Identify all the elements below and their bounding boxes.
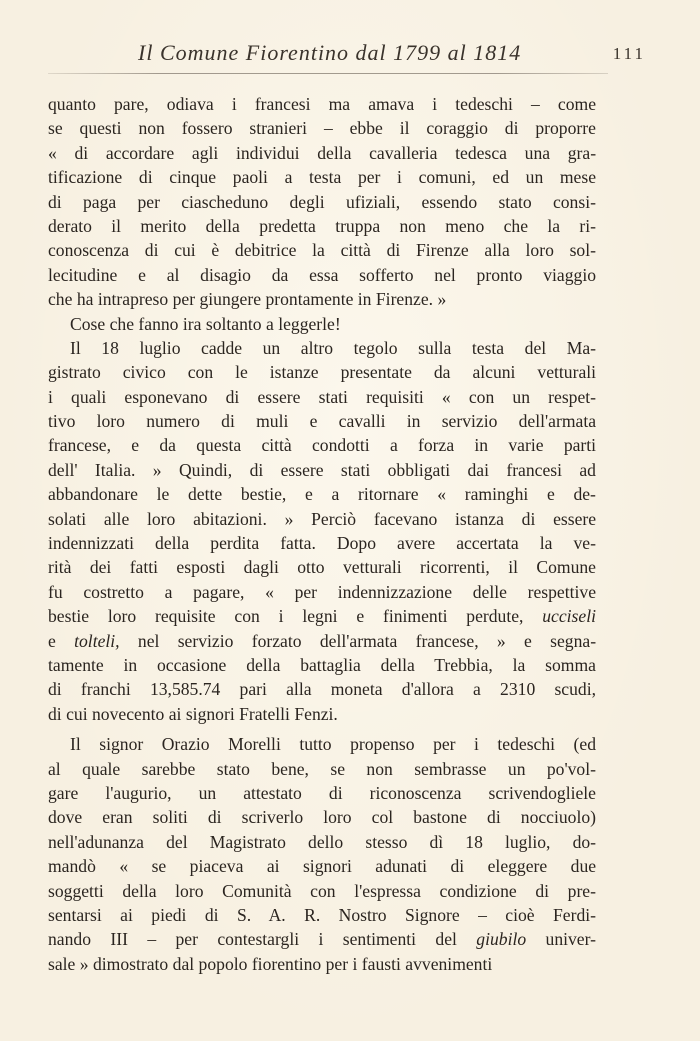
text-line: solati alle loro abitazioni. » Perciò facevano istanza di essere [48, 508, 597, 529]
text-line: indennizzati della perdita fatta. Dopo avere accertata la ve- [48, 533, 596, 554]
text-line: Cose che fanno ira soltanto a leggerle! [70, 313, 341, 334]
text-line: Il 18 luglio cadde un altro tegolo sulla testa del Ma- [70, 337, 597, 358]
text-line: di paga per ciascheduno degli ufiziali, essendo stato consi- [48, 191, 596, 212]
text-line: gare l'augurio, un attestato di riconoscenza scrivendogliele [48, 782, 596, 803]
text-line: dove eran soliti di scriverlo loro col bastone di nocciuolo) [48, 807, 597, 828]
text-line: « di accordare agli individui della cavalleria tedesca una gra- [48, 142, 597, 163]
text-line: di franchi 13,585.74 pari alla moneta d'allora a 2310 scudi, [48, 679, 596, 700]
paragraph [48, 312, 596, 336]
text-line: di cui novecento ai signori Fratelli Fenzi. [48, 703, 338, 724]
paragraph [48, 92, 596, 312]
paragraph [48, 732, 596, 976]
text-line: Il signor Orazio Morelli tutto propenso per i tedeschi (ed [70, 734, 596, 755]
text-line: tamente in occasione della battaglia della Trebbia, la somma [48, 654, 596, 675]
text-line: fu costretto a pagare, « per indennizzazione delle respettive [48, 581, 597, 602]
text-line: nell'adunanza del Magistrato dello stesso dì 18 luglio, do- [48, 831, 597, 852]
text-line: derato il merito della predetta truppa non meno che la ri- [48, 215, 596, 236]
text-line: francese, e da questa città condotti a forza in varie parti [48, 435, 597, 456]
text-line: abbandonare le dette bestie, e a ritornare « raminghi e de- [48, 484, 596, 505]
text-line: rità dei fatti esposti dagli otto vetturali ricorrenti, il Comune [48, 557, 596, 578]
running-title: Il Comune Fiorentino dal 1799 al 1814 [138, 40, 522, 65]
text-line: se questi non fossero stranieri – ebbe il coraggio di proporre [48, 118, 596, 139]
paragraph [48, 336, 596, 726]
text-line: mandò « se piaceva ai signori adunati di eleggere due [48, 856, 597, 877]
text-line: tificazione di cinque paoli a testa per i comuni, ed un mese [48, 167, 597, 188]
text-line: lecitudine e al disagio da essa sofferto nel pronto viaggio [48, 264, 597, 285]
page-header [48, 40, 652, 80]
text-line: che ha intrapreso per giungere prontamente in Firenze. » [48, 289, 447, 310]
header-rule [48, 73, 608, 74]
text-line: sentarsi ai piedi di S. A. R. Nostro Signore – cioè Ferdi- [48, 904, 597, 925]
text-line: al quale sarebbe stato bene, se non sembrasse un po'vol- [48, 758, 596, 779]
text-line: nando III – per contestargli i sentimenti del giubilo univer- [48, 929, 596, 950]
text-line: soggetti della loro Comunità con l'espressa condizione di pre- [48, 880, 596, 901]
text-line: bestie loro requisite con i legni e finimenti perdute, ucciseli [48, 606, 596, 627]
text-line: sale » dimostrato dal popolo fiorentino per i fausti avvenimenti [48, 953, 493, 974]
text-line: quanto pare, odiava i francesi ma amava i tedeschi – come [48, 94, 597, 114]
text-line: e tolteli, nel servizio forzato dell'armata francese, » e segna- [48, 630, 597, 651]
text-line: tivo loro numero di muli e cavalli in servizio dell'armata [48, 411, 597, 432]
text-line: conoscenza di cui è debitrice la città di Firenze alla loro sol- [48, 240, 596, 261]
text-line: i quali esponevano di essere stati requisiti « con un respet- [48, 386, 597, 407]
text-line: gistrato civico con le istanze presentate da alcuni vetturali [48, 362, 597, 383]
text-line: dell' Italia. » Quindi, di essere stati obbligati dai francesi ad [48, 459, 596, 480]
body-text [48, 92, 596, 976]
page-number: 111 [612, 44, 646, 63]
